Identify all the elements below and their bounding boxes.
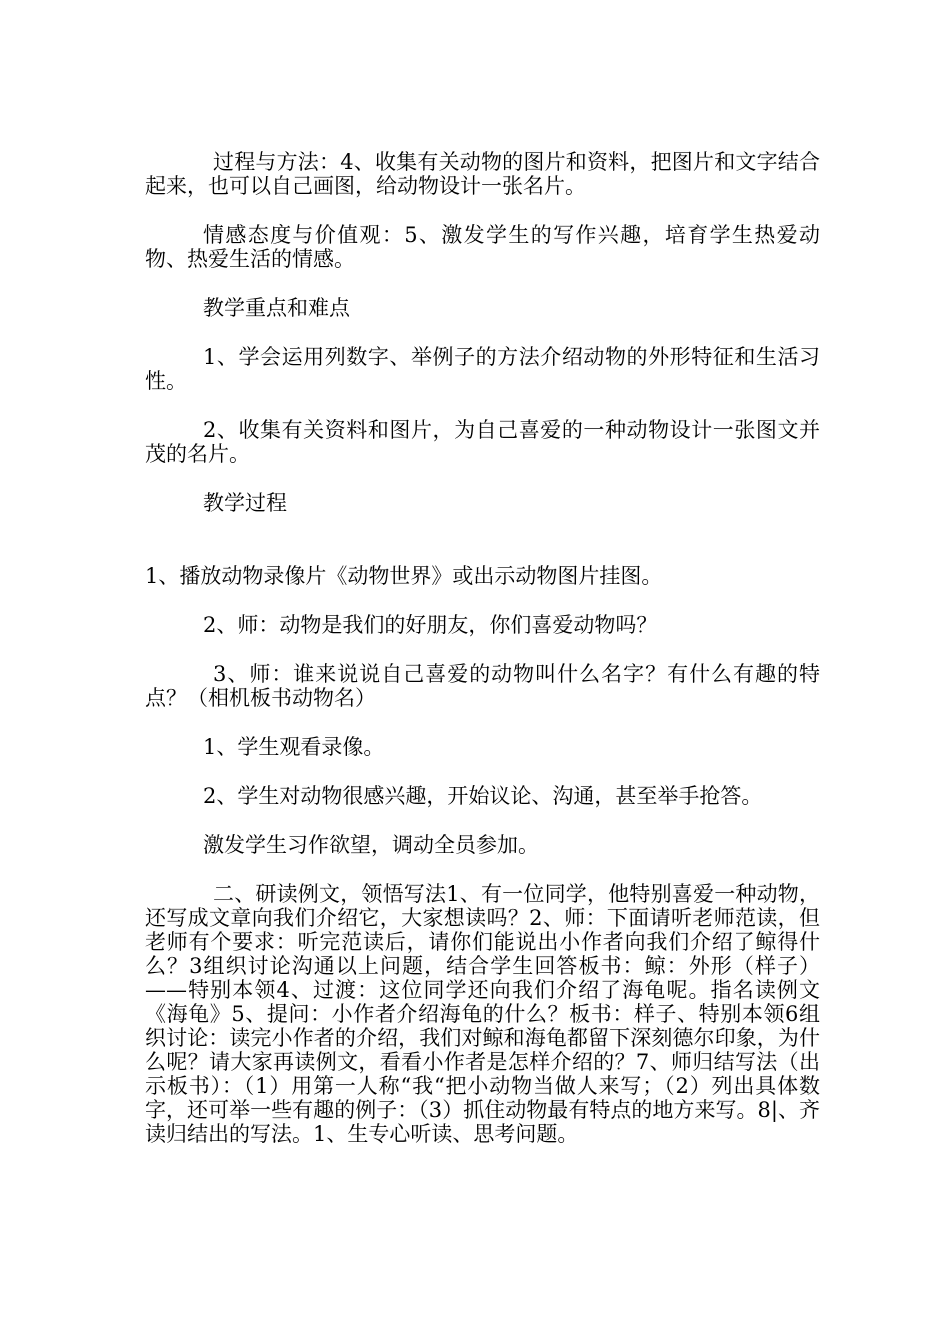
- heading-key-points: 教学重点和难点: [203, 296, 350, 320]
- paragraph-student-1: 1、学生观看录像。: [203, 735, 385, 759]
- paragraph-step-3: 3、师：谁来说说自己喜爱的动物叫什么名字？有什么有趣的特点？（相机板书动物名）: [145, 662, 820, 710]
- paragraph-step-1: 1、播放动物录像片《动物世界》或出示动物图片挂图。: [145, 564, 663, 588]
- paragraph-section-two: 二、研读例文，领悟写法1、有一位同学，他特别喜爱一种动物，还写成文章向我们介绍它，大家想读吗？2、师：下面请听老师范读，但老师有个要求：听完范读后，请你们能说出小作者向我们介绍了鲸得什么？3组织讨论沟通以上问题，结合学生回答板书：鲸：外形（样子）——特别本领4、过渡：这位同学还向我们介绍了海龟呢。指名读例文《海龟》5、提问：小作者介绍海龟的什么？板书：样子、特别本领6组织讨论：读完小作者的介绍，我们对鲸和海龟都留下深刻德尔印象，为什么呢？请大家再读例文，看看小作者是怎样介绍的？7、师归结写法（出示板书）：（1）用第一人称“我“把小动物当做人来写；（2）列出具体数字，还可举一些有趣的例子：（3）抓住动物最有特点的地方来写。8|、齐读归结出的写法。1、生专心听读、思考问题。: [145, 882, 820, 1146]
- paragraph-motivation: 激发学生习作欲望，调动全员参加。: [203, 833, 539, 857]
- spacer: [145, 540, 820, 564]
- paragraph-key-point-2: 2、收集有关资料和图片，为自己喜爱的一种动物设计一张图文并茂的名片。: [145, 418, 820, 466]
- paragraph-step-2: 2、师：动物是我们的好朋友，你们喜爱动物吗？: [203, 613, 658, 637]
- paragraph-emotion-values: 情感态度与价值观：5、激发学生的写作兴趣，培育学生热爱动物、热爱生活的情感。: [145, 223, 820, 271]
- paragraph-process-method: 过程与方法：4、收集有关动物的图片和资料，把图片和文字结合起来，也可以自己画图，给动物设计一张名片。: [145, 150, 820, 198]
- document-body: [145, 150, 820, 1171]
- paragraph-student-2: 2、学生对动物很感兴趣，开始议论、沟通，甚至举手抢答。: [203, 784, 763, 808]
- heading-teaching-process: 教学过程: [203, 491, 287, 515]
- paragraph-key-point-1: 1、学会运用列数字、举例子的方法介绍动物的外形特征和生活习性。: [145, 345, 820, 393]
